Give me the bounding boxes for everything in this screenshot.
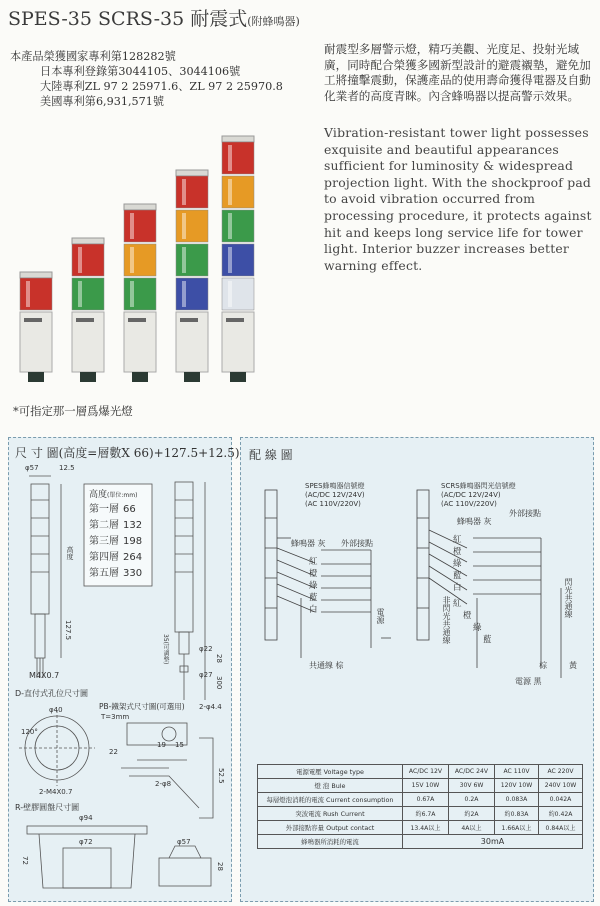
spec-cell: 約0.83A	[494, 807, 538, 821]
scrs-yellow-label: 黃	[569, 661, 577, 670]
scrs-flash-wire-color: 藍	[483, 635, 492, 645]
spec-table-body	[258, 765, 583, 849]
spec-cell: 4A以上	[448, 821, 494, 835]
spec-row-label: 每層燈泡消耗的電流 Current consumption	[258, 793, 403, 807]
tower-layer-highlight	[228, 179, 232, 205]
tower-layer-highlight	[78, 247, 82, 273]
spec-row	[258, 835, 583, 849]
tower-layer-highlight	[182, 179, 186, 205]
scrs-buzzer-label: 蜂鳴器 灰	[457, 517, 492, 526]
tower-light	[20, 272, 52, 382]
scrs-title: SCRS蜂鳴器閃光信號燈	[441, 482, 516, 490]
dim-28: 28	[215, 654, 223, 663]
spec-cell: AC/DC 12V	[403, 765, 449, 779]
page-title	[8, 4, 300, 31]
tower-cap	[176, 170, 208, 176]
dimension-panel	[8, 437, 240, 902]
scrs-power-black-label: 電源 黑	[515, 677, 542, 686]
height-row-value: 330	[123, 568, 143, 579]
spec-cell-span: 30mA	[403, 835, 583, 849]
title-sub: (附蜂鳴器)	[247, 15, 300, 28]
spec-row-label: 蜂鳴器所消耗的電流	[258, 835, 403, 849]
non-flash-common-label: 非閃光共通線	[442, 596, 451, 644]
spec-row	[258, 821, 583, 835]
spes-wire-color: 藍	[309, 593, 318, 603]
tower-layer-red	[20, 278, 52, 310]
patent-line-3: 大陸專利ZL 97 2 25971.6、ZL 97 2 25970.8	[40, 80, 283, 93]
spec-cell: 1.66A以上	[494, 821, 538, 835]
height-table-header	[89, 487, 137, 500]
tower-layer-highlight	[228, 281, 232, 307]
patent-line-4: 美國專利第6,931,571號	[40, 95, 165, 108]
tower-layer-green	[222, 210, 254, 242]
wiring-title: 配 線 圖	[249, 448, 293, 462]
tower-layer-highlight	[228, 247, 232, 273]
spec-cell: 0.083A	[494, 793, 538, 807]
dim-phi94: φ94	[79, 814, 93, 822]
dim-height-word: 高度	[66, 546, 74, 560]
scrs-flash-wire-color: 紅	[453, 599, 462, 609]
spes-external-label: 外部接點	[341, 539, 373, 548]
scrs-flash-wire-color: 綠	[473, 623, 482, 633]
height-row-value: 66	[123, 504, 136, 515]
dim-35: 35(可調整)	[162, 634, 169, 665]
description-chinese: 耐震型多層警示燈，精巧美觀、光度足、投射光域廣，同時配合榮獲多國新型設計的避震襯墊，避免加工將撞擊震動，保護產品的使用壽命獲得電器及自動化業者的高度青睞。內含蜂鳴器以提高警示效果。	[324, 42, 591, 103]
tower-label-sticker	[180, 318, 198, 322]
dim-phi72: φ72	[79, 838, 93, 846]
scrs-spec-dc: (AC/DC 12V/24V)	[441, 491, 501, 499]
spes-wire-color: 白	[309, 605, 318, 615]
tower-base	[230, 372, 246, 382]
dim-phi27: φ27	[199, 671, 213, 679]
r-type-caption: R-壁膠圓盤尺寸圖	[15, 803, 80, 812]
tower-lights-photo	[0, 120, 300, 400]
spec-cell: 0.67A	[403, 793, 449, 807]
spes-block	[305, 482, 365, 509]
footnote: *可指定那一層爲爆光燈	[13, 404, 133, 418]
spes-wire-color: 紅	[309, 557, 318, 567]
dim-12-5: 12.5	[59, 464, 75, 472]
spes-title: SPES蜂鳴器信號燈	[305, 482, 365, 490]
height-row-value: 264	[123, 552, 143, 563]
tower-label-sticker	[226, 318, 244, 322]
scrs-wire-color: 橙	[453, 547, 462, 557]
spec-cell: AC/DC 24V	[448, 765, 494, 779]
tower-cap	[124, 204, 156, 210]
dim-phi22: φ22	[199, 645, 213, 653]
spec-row-label: 電源電壓 Voltage type	[258, 765, 403, 779]
tower-layer-highlight	[182, 281, 186, 307]
tower-label-sticker	[76, 318, 94, 322]
spec-row-label: 燈 泡 Bule	[258, 779, 403, 793]
dim-52-5: 52.5	[217, 768, 225, 784]
height-row-value: 198	[123, 536, 143, 547]
dim-28b: 28	[216, 862, 224, 871]
spes-common-label: 共通線 棕	[309, 661, 344, 670]
patent-line-1: 本產品榮獲國家專利第128282號	[10, 50, 176, 63]
spes-buzzer-label: 蜂鳴器 灰	[291, 539, 326, 548]
flash-common-label: 閃光共通線	[564, 578, 573, 618]
tower-layer-green	[72, 278, 104, 310]
spec-cell: 13.4A以上	[403, 821, 449, 835]
scrs-wire-color: 紅	[453, 535, 462, 545]
scrs-wire-color: 白	[453, 583, 462, 593]
spes-color-list	[309, 556, 318, 616]
tower-light	[222, 136, 254, 382]
tower-layer-highlight	[130, 247, 134, 273]
tower-lights-group	[20, 136, 254, 382]
height-row-layer: 第二層	[89, 520, 119, 531]
tower-layer-red	[176, 176, 208, 208]
height-row	[89, 502, 142, 518]
tower-layer-orange	[222, 176, 254, 208]
height-unit: (單位:mm)	[107, 492, 138, 499]
dimension-title: 尺 寸 圖(高度=層數X 66)+127.5+12.5)	[15, 446, 240, 460]
scrs-color-list	[453, 534, 462, 594]
spec-cell: 0.84A以上	[538, 821, 582, 835]
scrs-flash-wire-color: 橙	[463, 611, 472, 621]
pb-caption: PB-鐵架式尺寸圖(可選用)	[99, 702, 185, 711]
height-table-rows	[89, 502, 142, 582]
dim-127-5: 127.5	[64, 620, 72, 641]
tower-light	[72, 238, 104, 382]
tower-cap	[222, 136, 254, 142]
tower-base	[184, 372, 200, 382]
patent-line-2: 日本專利登錄第3044105、3044106號	[40, 65, 241, 78]
tower-layer-blue	[222, 244, 254, 276]
scrs-wire-color: 綠	[453, 559, 462, 569]
tower-layer-highlight	[182, 213, 186, 239]
spec-cell: 約2A	[448, 807, 494, 821]
dim-300: 300	[215, 676, 223, 690]
spec-cell: AC 220V	[538, 765, 582, 779]
spec-cell: 0.042A	[538, 793, 582, 807]
height-row	[89, 518, 142, 534]
tower-layer-highlight	[78, 281, 82, 307]
dim-phi40: φ40	[49, 706, 63, 714]
scrs-spec-ac: (AC 110V/220V)	[441, 500, 497, 508]
tower-layer-clear	[222, 278, 254, 310]
spec-row	[258, 793, 583, 807]
tower-base	[80, 372, 96, 382]
tower-layer-highlight	[182, 247, 186, 273]
tower-layer-blue	[176, 278, 208, 310]
dim-72: 72	[21, 856, 29, 865]
spec-row	[258, 807, 583, 821]
scrs-block	[441, 482, 516, 509]
tower-cap	[20, 272, 52, 278]
tower-layer-red	[72, 244, 104, 276]
spec-cell: 約0.42A	[538, 807, 582, 821]
tower-layer-highlight	[228, 145, 232, 171]
tower-layer-highlight	[130, 213, 134, 239]
spec-row-label: 外部接點容量 Output contact	[258, 821, 403, 835]
spec-cell: 120V 10W	[494, 779, 538, 793]
spec-row	[258, 779, 583, 793]
scrs-color-list-2	[453, 598, 492, 646]
tower-layer-orange	[176, 210, 208, 242]
dim-2m4: 2-M4X0.7	[39, 788, 73, 796]
title-main: SPES-35 SCRS-35 耐震式	[8, 8, 248, 30]
spec-cell: 0.2A	[448, 793, 494, 807]
tower-label-sticker	[24, 318, 42, 322]
spes-spec-ac: (AC 110V/220V)	[305, 500, 361, 508]
tower-base	[28, 372, 44, 382]
tower-light	[124, 204, 156, 382]
spes-spec-dc: (AC/DC 12V/24V)	[305, 491, 365, 499]
spes-wire-color: 橙	[309, 569, 318, 579]
dim-22: 22	[109, 748, 118, 756]
spec-cell: AC 110V	[494, 765, 538, 779]
spec-cell: 約6.7A	[403, 807, 449, 821]
scrs-brown-label: 棕	[539, 661, 547, 670]
height-row-layer: 第三層	[89, 536, 119, 547]
dim-2phi8: 2-φ8	[155, 780, 172, 788]
dim-120deg: 120°	[21, 728, 38, 736]
tower-light	[176, 170, 208, 382]
tower-layer-red	[124, 210, 156, 242]
scrs-wire-color: 藍	[453, 571, 462, 581]
spec-row	[258, 765, 583, 779]
wiring-panel	[240, 437, 594, 902]
spec-cell: 240V 10W	[538, 779, 582, 793]
dim-phi57b: φ57	[177, 838, 191, 846]
spes-wire-color: 綠	[309, 581, 318, 591]
height-header: 高度	[89, 490, 108, 500]
dim-t3: T=3mm	[101, 713, 130, 721]
tower-layer-green	[124, 278, 156, 310]
tower-layer-green	[176, 244, 208, 276]
height-row	[89, 566, 142, 582]
spec-row-label: 突波電流 Rush Current	[258, 807, 403, 821]
spec-cell: 30V 6W	[448, 779, 494, 793]
dim-phi57: φ57	[25, 464, 39, 472]
spec-cell: 15V 10W	[403, 779, 449, 793]
tower-layer-highlight	[130, 281, 134, 307]
tower-layer-red	[222, 142, 254, 174]
dim-2phi4-4: 2-φ4.4	[199, 703, 222, 711]
height-row-value: 132	[123, 520, 143, 531]
height-row	[89, 550, 142, 566]
d-type-caption: D-直付式孔位尺寸圖	[15, 689, 89, 698]
dim-m4: M4X0.7	[29, 671, 60, 680]
tower-layer-highlight	[228, 213, 232, 239]
description-english: Vibration-resistant tower light possesses exquisite and beautiful appearances sufficient for luminosity & widespread projection light. With the shockproof pad to avoid vibration occurred from processing procedure, it protects against hit and keeps long service life for tower light. Interior buzzer increases better warning effect.	[324, 125, 592, 273]
spes-power-label: 電源	[376, 608, 385, 624]
height-row-layer: 第一層	[89, 504, 119, 515]
tower-label-sticker	[128, 318, 146, 322]
dim-15: 15	[175, 741, 184, 749]
scrs-external-label: 外部接點	[509, 509, 541, 518]
dim-19: 19	[157, 741, 166, 749]
tower-layer-highlight	[26, 281, 30, 307]
height-row	[89, 534, 142, 550]
spec-table	[257, 764, 583, 849]
tower-cap	[72, 238, 104, 244]
height-row-layer: 第四層	[89, 552, 119, 563]
tower-layer-orange	[124, 244, 156, 276]
height-row-layer: 第五層	[89, 568, 119, 579]
tower-base	[132, 372, 148, 382]
